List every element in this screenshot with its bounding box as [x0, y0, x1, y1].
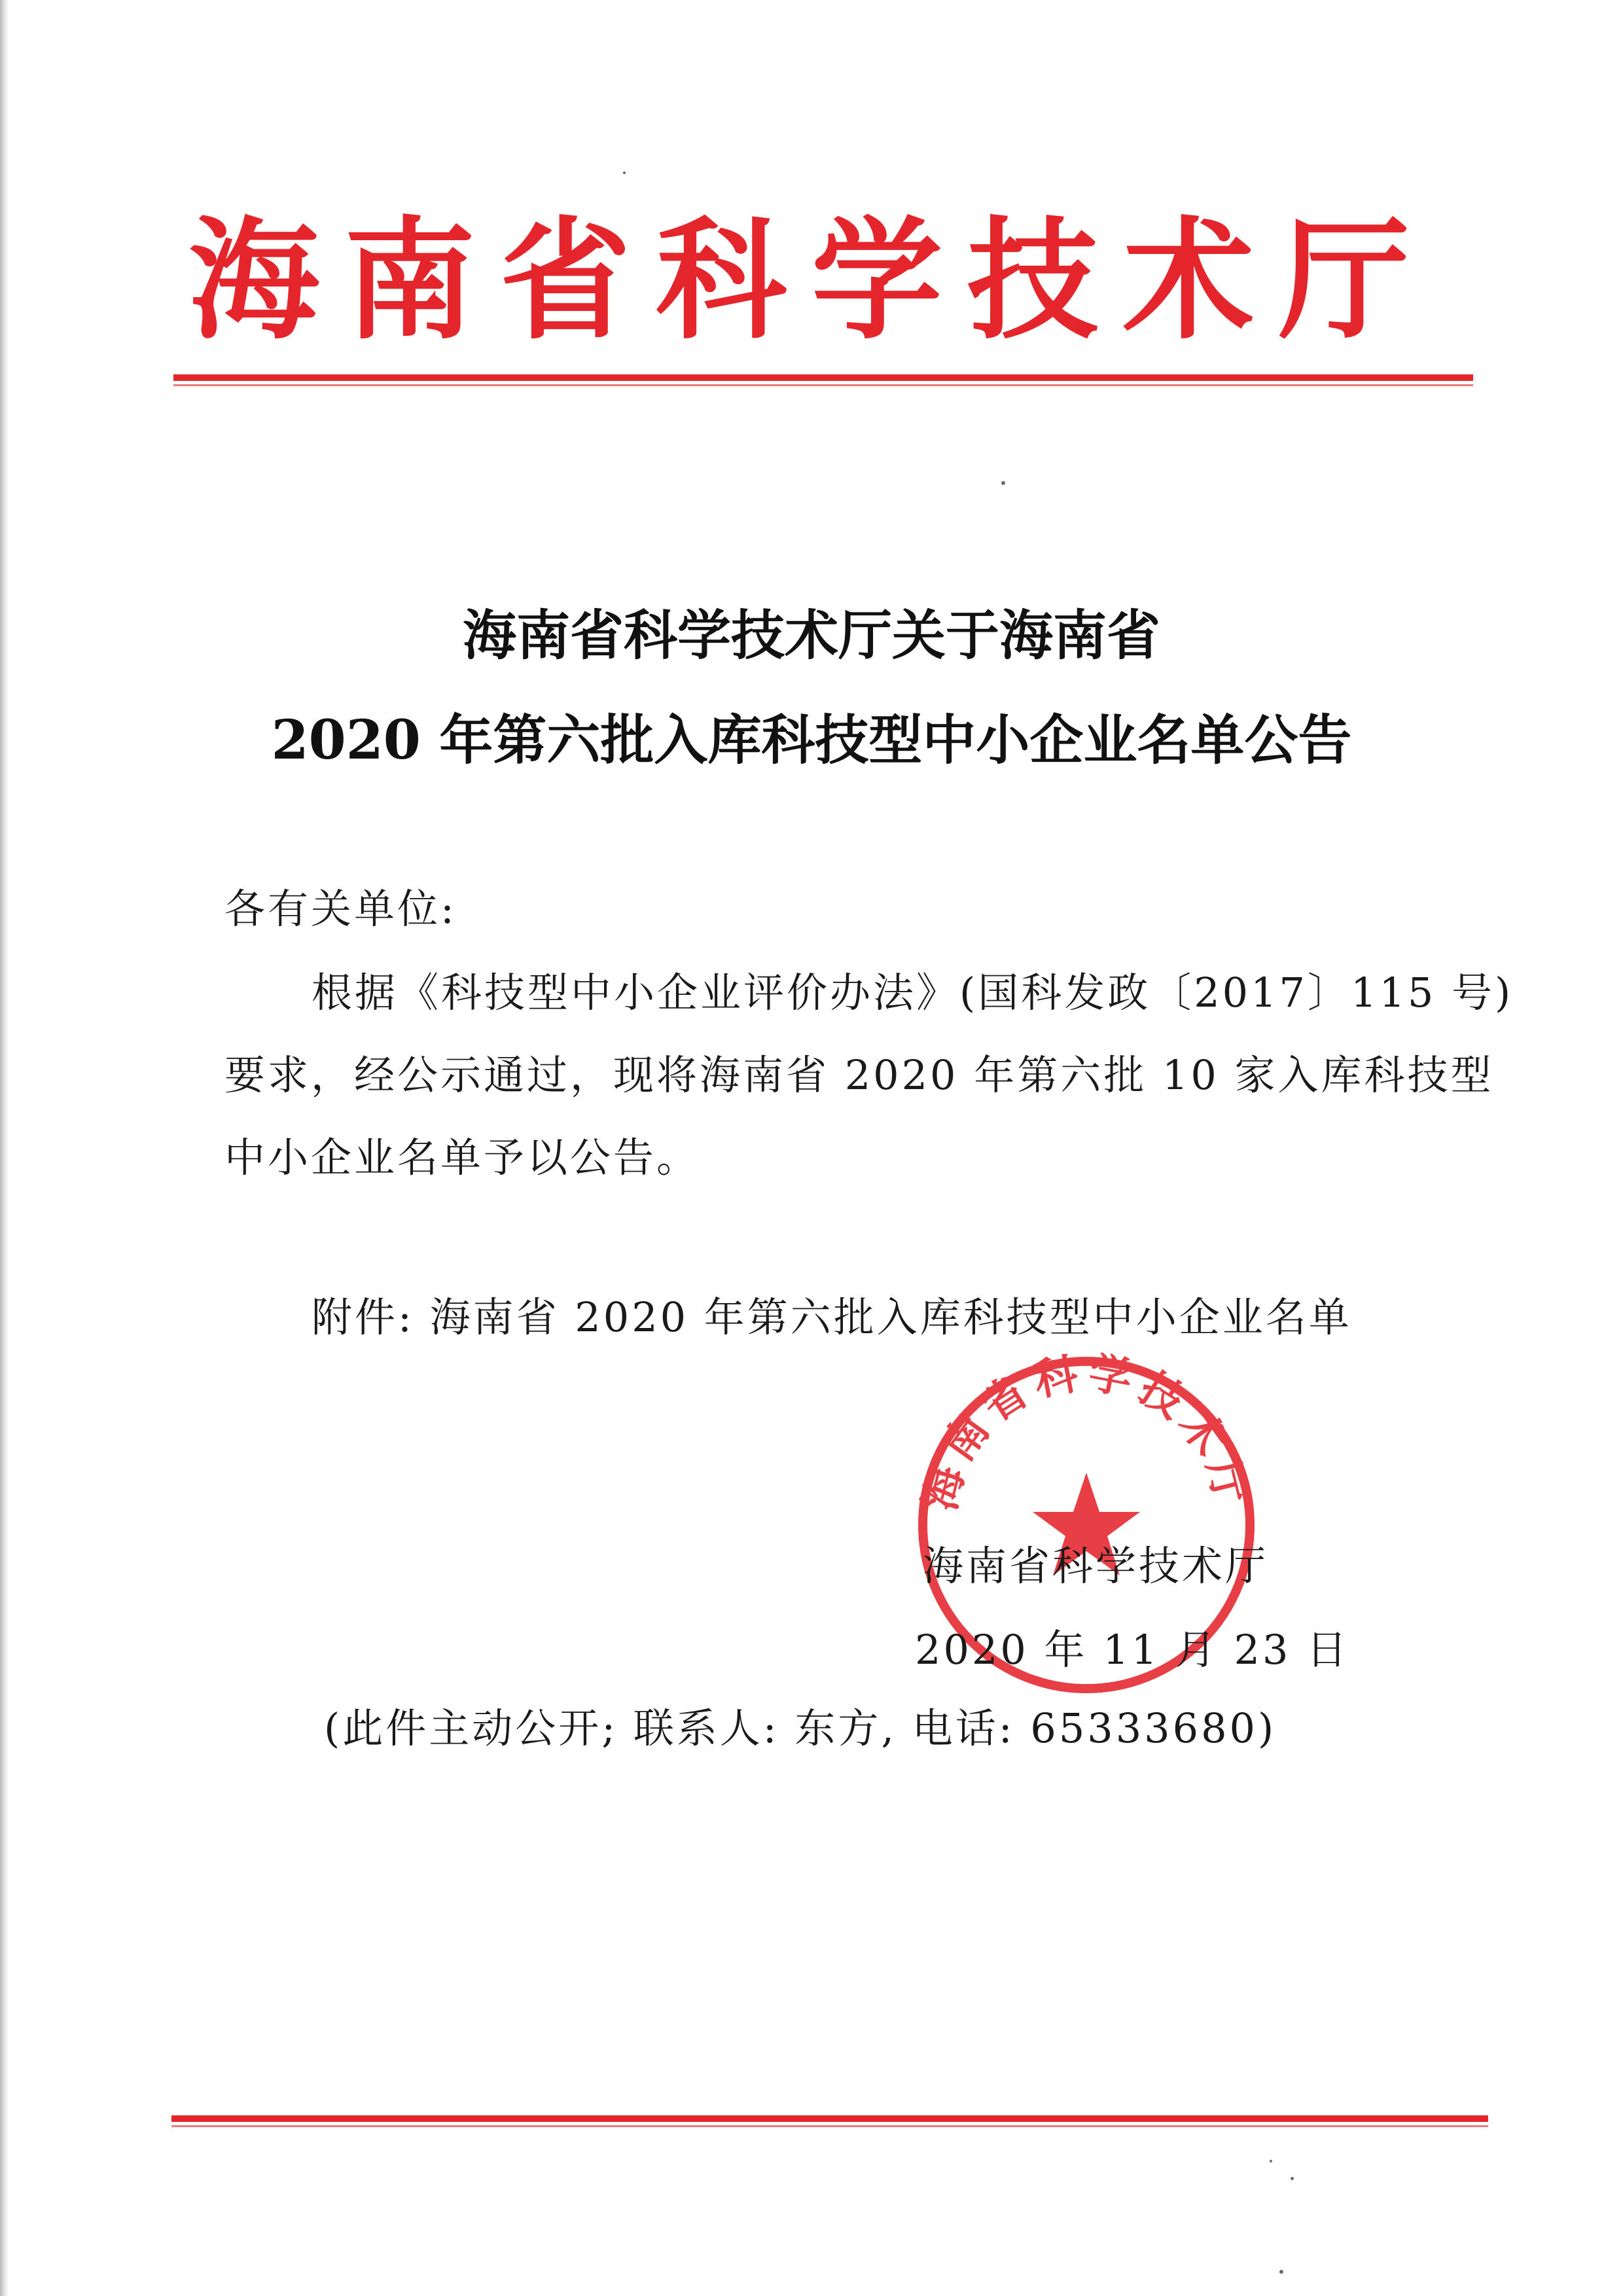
attachment-note: 附件: 海南省 2020 年第六批入库科技型中小企业名单 — [312, 1293, 1352, 1341]
scan-speck — [1001, 481, 1005, 485]
body-paragraph-line: 要求，经公示通过，现将海南省 2020 年第六批 10 家入库科技型 — [224, 1051, 1494, 1099]
salutation: 各有关单位: — [224, 885, 457, 933]
footer-red-rule-thin — [171, 2125, 1488, 2127]
document-title-line-1: 海南省科学技术厅关于海南省 — [462, 604, 1160, 667]
scan-speck — [1291, 2177, 1294, 2180]
scan-speck — [1270, 2160, 1272, 2162]
scan-speck — [623, 171, 626, 174]
masthead-red-rule-thin — [173, 384, 1473, 386]
scan-speck — [1279, 2270, 1283, 2274]
issue-date: 2020 年 11 月 23 日 — [915, 1626, 1350, 1674]
issuer-signature: 海南省科学技术厅 — [923, 1542, 1269, 1590]
document-title-line-2: 2020 年第六批入库科技型中小企业名单公告 — [271, 709, 1352, 772]
body-paragraph-line: 根据《科技型中小企业评价办法》(国科发政〔2017〕115 号) — [312, 969, 1514, 1016]
footer-red-rule — [171, 2115, 1488, 2122]
public-disclosure-note: (此件主动公开; 联系人: 东方, 电话: 65333680) — [324, 1704, 1277, 1752]
seal-text: 海南省科学技术厅 — [914, 1348, 1259, 1515]
masthead-org-name: 海南省科学技术厅 — [188, 205, 1435, 357]
body-paragraph-line: 中小企业名单予以公告。 — [224, 1134, 700, 1181]
masthead-red-rule — [173, 374, 1473, 381]
